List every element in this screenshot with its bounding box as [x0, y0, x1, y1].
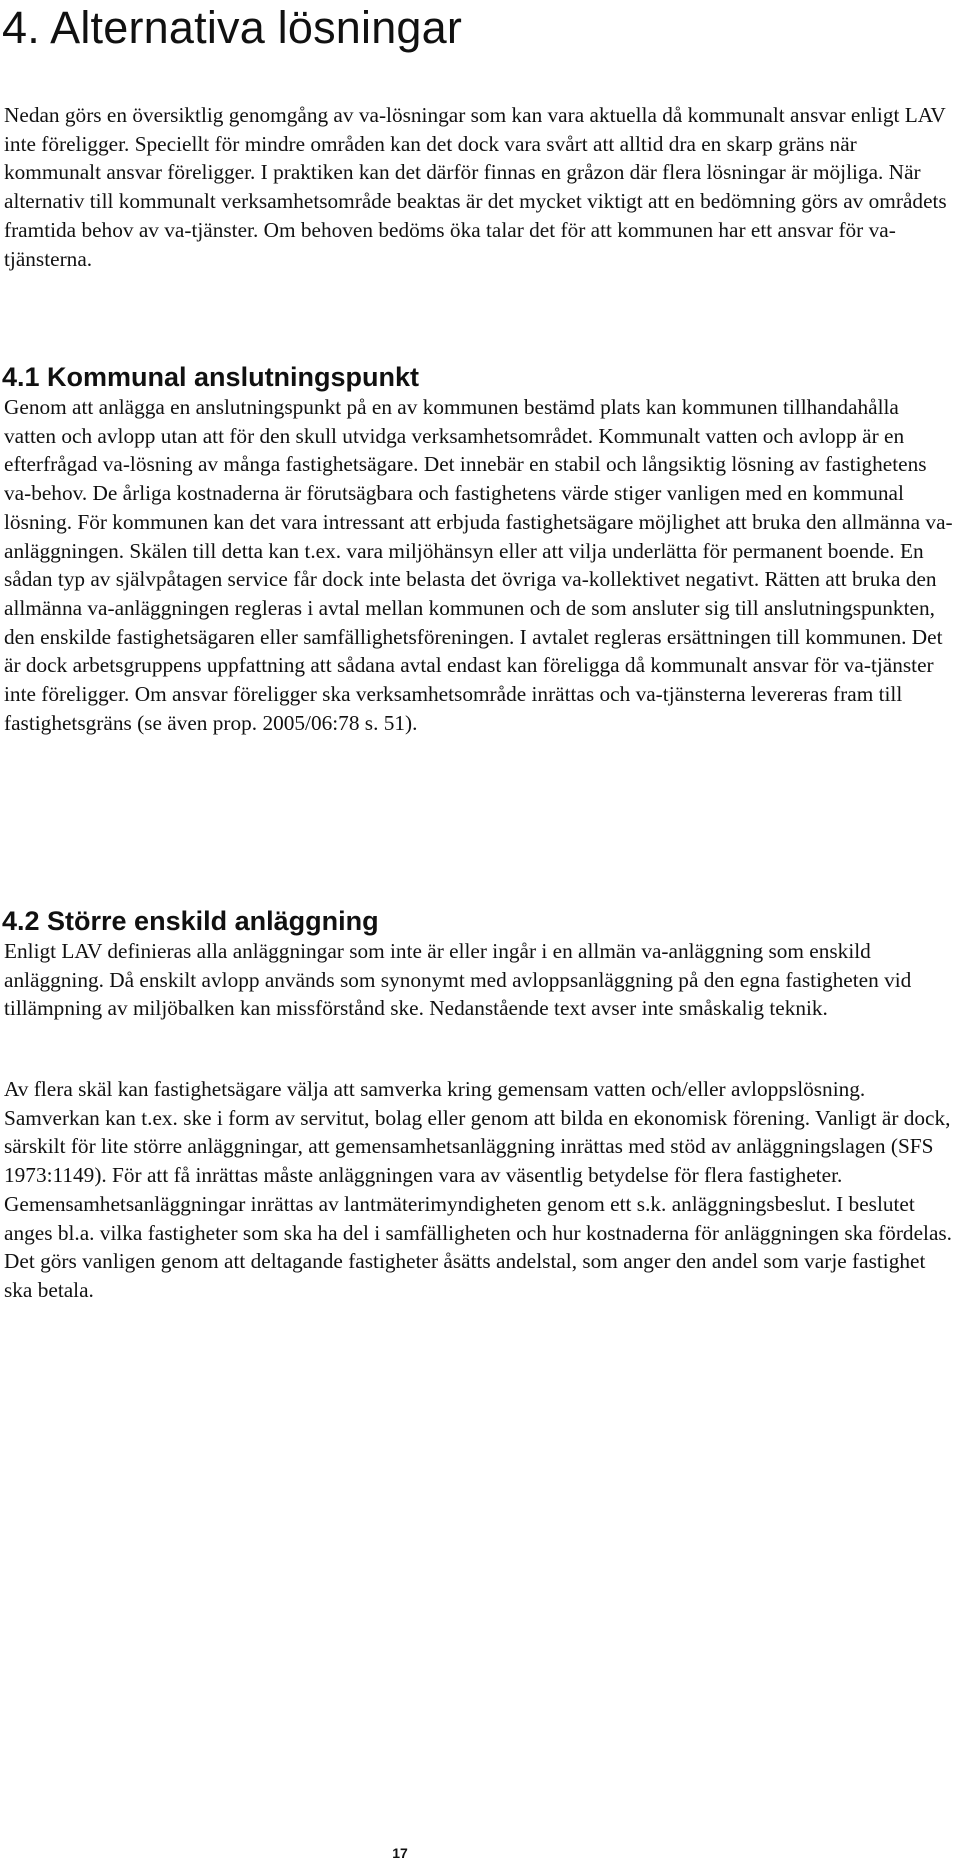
chapter-title: 4. Alternativa lösningar — [2, 2, 463, 53]
section-4-2-paragraph-1: Enligt LAV definieras alla anläggningar som inte är eller ingår i en allmän va-anläggning som enskild anläggning. Då enskilt avlopp används som synonymt med avloppsanläggning på den egna fastigheten vid tillämpning av miljöbalken kan missförstånd ske. Nedanstående text avser inte småskalig teknik. — [4, 939, 912, 1021]
page-number: 17 — [392, 1845, 408, 1861]
intro-paragraph: Nedan görs en översiktlig genomgång av va-lösningar som kan vara aktuella då kommunalt ansvar enligt LAV inte föreligger. Speciellt för mindre områden kan det dock vara svårt att alltid dra en skarp gräns när kommunalt ansvar föreligger. I praktiken kan det därför finnas en gråzon där flera lösningar är möjliga. När alternativ till kommunalt verksamhetsområde beaktas är det mycket viktigt att en bedömning görs av områdets framtida behov av va-tjänster. Om behoven bedöms öka talar det för att kommunen har ett ansvar för va-tjänsterna. — [4, 103, 947, 271]
section-heading-4-2: 4.2 Större enskild anläggning — [2, 906, 379, 936]
section-heading-4-1: 4.1 Kommunal anslutningspunkt — [2, 362, 420, 392]
section-4-1-paragraph: Genom att anlägga en anslutningspunkt på en av kommunen bestämd plats kan kommunen tillhandahålla vatten och avlopp utan att för den skull utvidga verksamhetsområdet. Kommunalt vatten och avlopp är en efterfrågad va-lösning av många fastighetsägare. Det innebär en stabil och långsiktig lösning av fastighetens va-behov. De årliga kostnaderna är förutsägbara och fastighetens värde stiger vanligen med en kommunal lösning. För kommunen kan det vara intressant att erbjuda fastighetsägare möjlighet att bruka den allmänna va-anläggningen. Skälen till detta kan t.ex. vara miljöhänsyn eller att vilja underlätta för permanent boende. En sådan typ av självpåtagen service får dock inte belasta det övriga va-kollektivet negativt. Rätten att bruka den allmänna va-anläggningen regleras i avtal mellan kommunen och de som ansluter sig till anslutningspunkten, den enskilde fastighetsägaren eller samfällighetsföreningen. I avtalet regleras ersättningen till kommunen. Det är dock arbetsgruppens uppfattning att sådana avtal endast kan föreligga då kommunalt ansvar för va-tjänster inte föreligger. Om ansvar föreligger ska verksamhetsområde inrättas och va-tjänsterna levereras fram till fastighetsgräns (se även prop. 2005/06:78 s. 51). — [4, 395, 953, 735]
section-4-2-paragraph-2: Av flera skäl kan fastighetsägare välja att samverka kring gemensam vatten och/eller avloppslösning. Samverkan kan t.ex. ske i form av servitut, bolag eller genom att bilda en ekonomisk förening. Vanligt är dock, särskilt för lite större anläggningar, att gemensamhetsanläggning inrättas med stöd av anläggningslagen (SFS 1973:1149). För att få inrättas måste anläggningen vara av väsentlig betydelse för flera fastigheter. Gemensamhetsanläggningar inrättas av lantmäterimyndigheten genom ett s.k. anläggningsbeslut. I beslutet anges bl.a. vilka fastigheter som ska ha del i samfälligheten och hur kostnaderna för anläggningen ska fördelas. Det görs vanligen genom att deltagande fastigheter åsätts andelstal, som anger den andel som varje fastighet ska betala. — [4, 1077, 953, 1302]
